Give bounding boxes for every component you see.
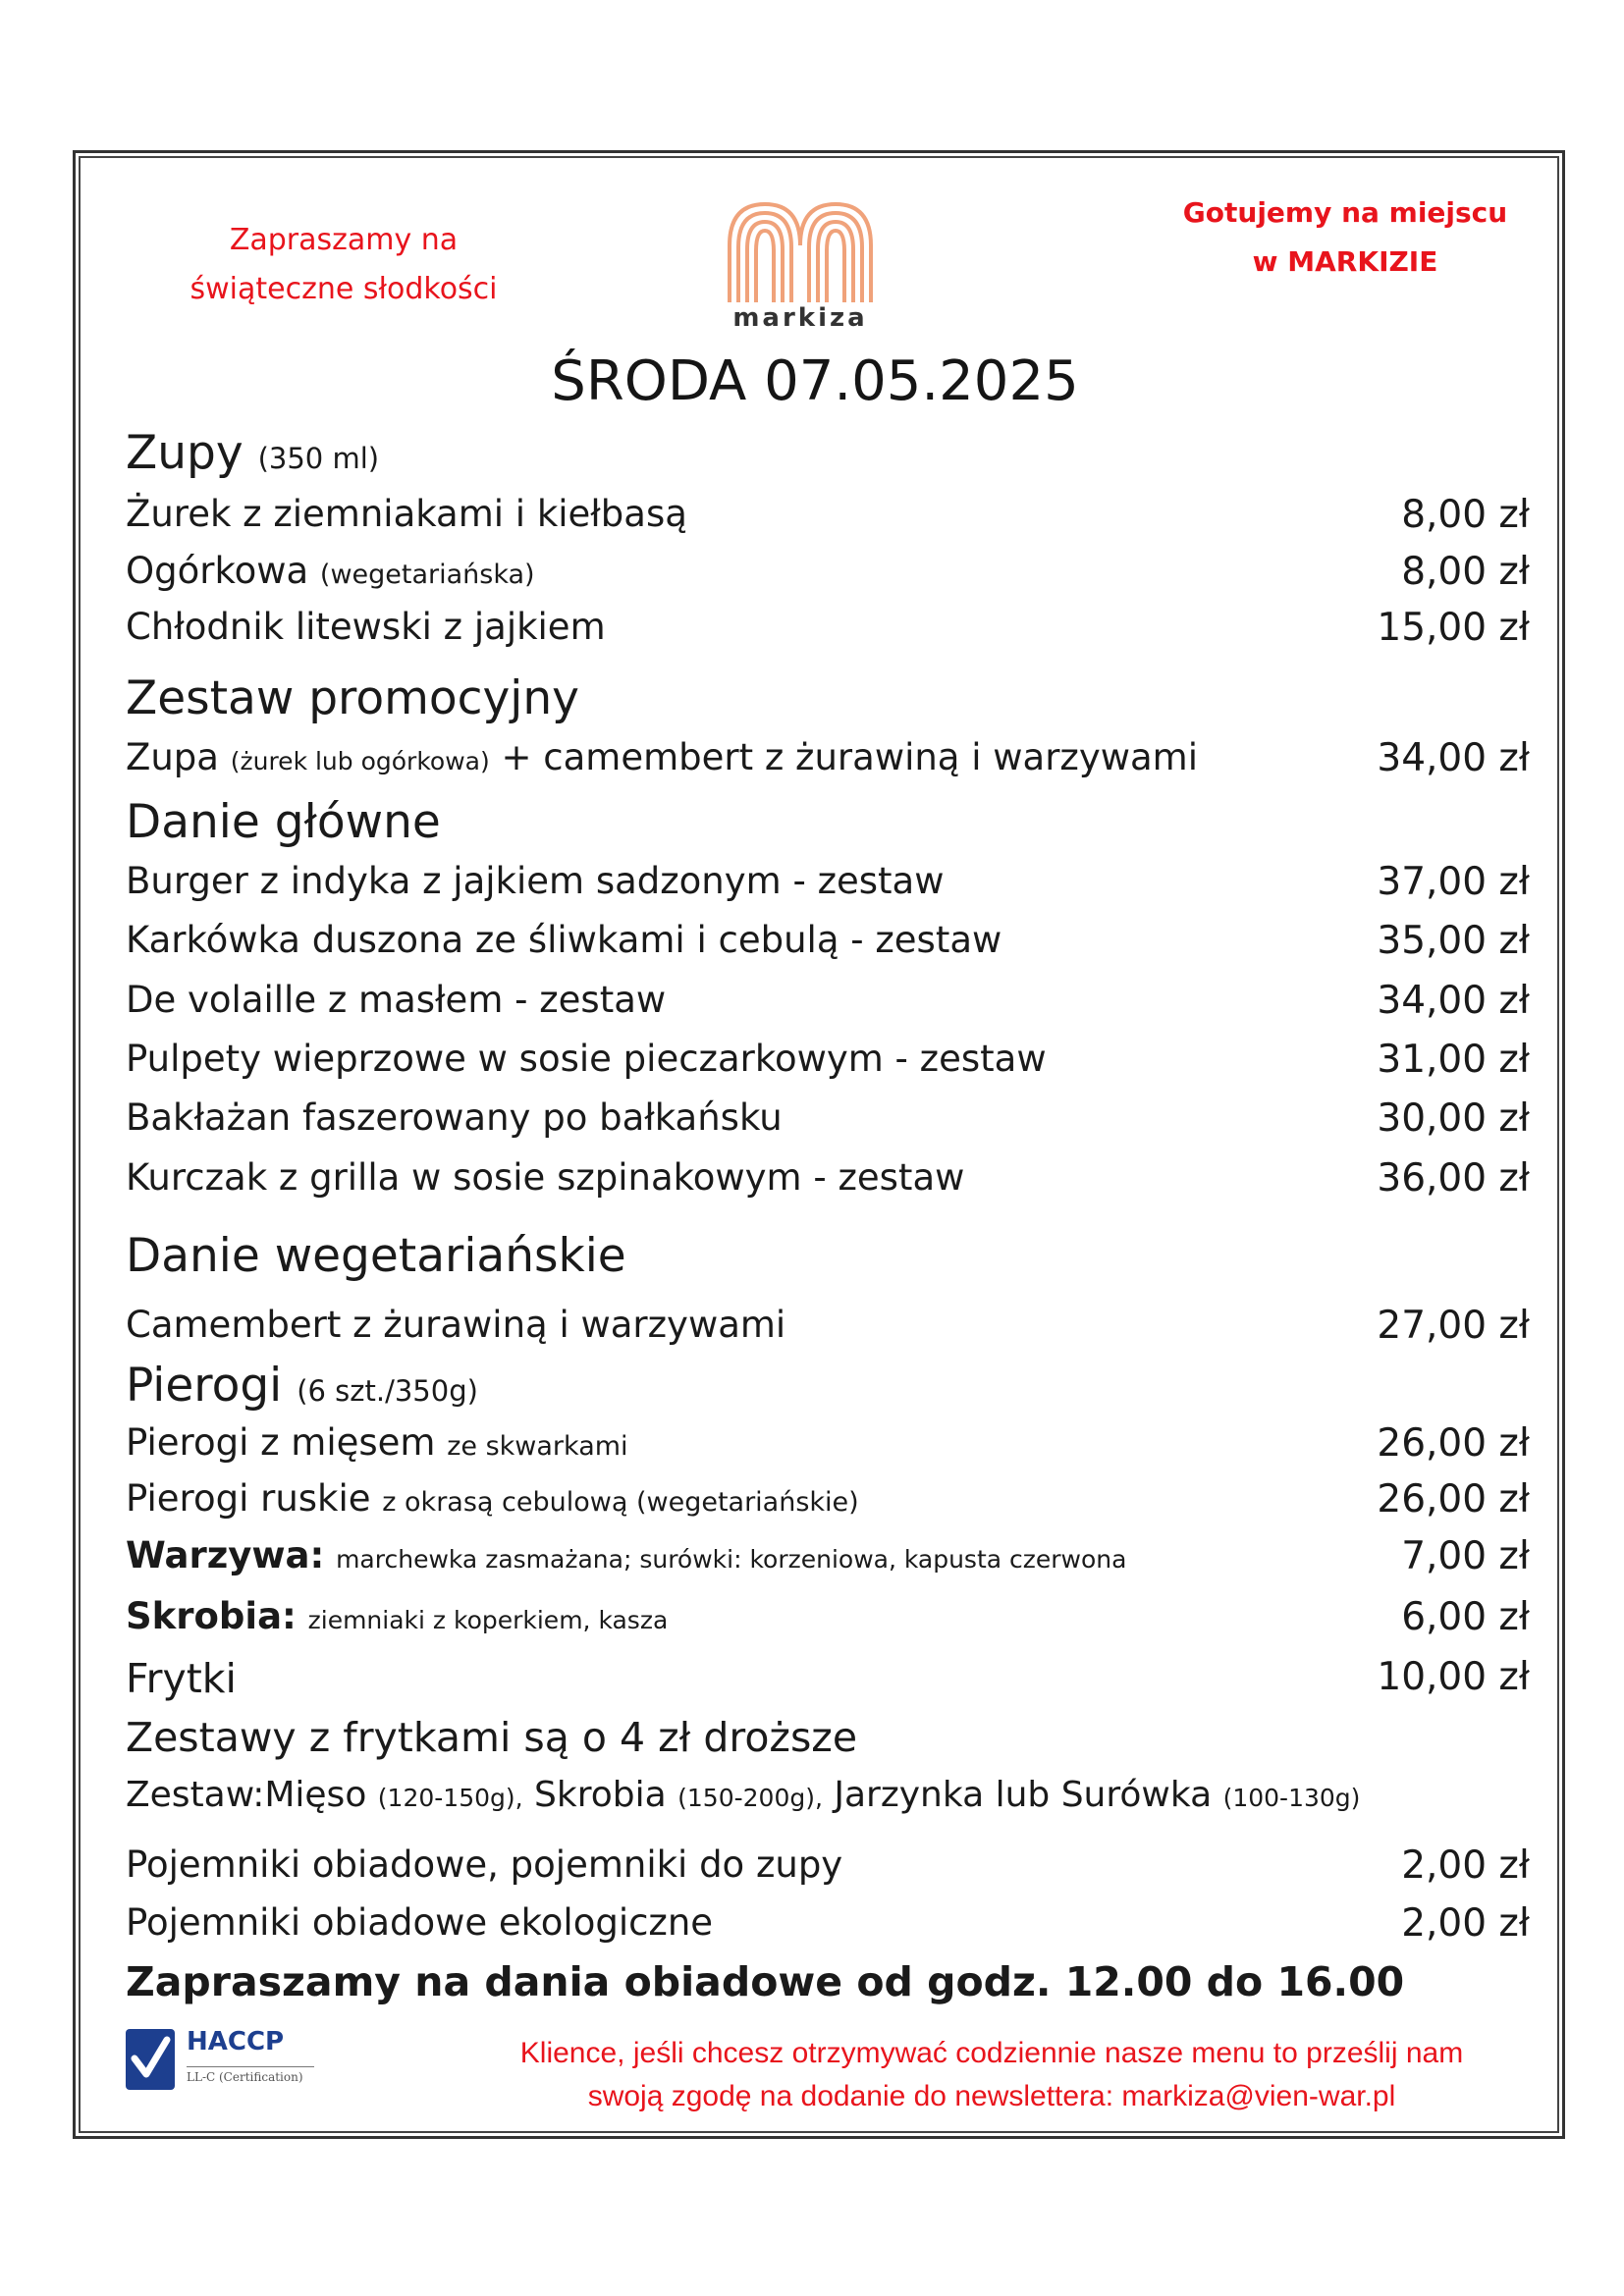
menu-item [126,979,1530,1034]
soups-title-text: Zupy [126,426,244,480]
menu-item [126,550,1530,605]
section-mains-title: Danie główne [126,795,441,849]
item-price: 10,00 zł [1377,1655,1530,1699]
item-name: Kurczak z grilla w sosie szpinakowym - zestaw [126,1156,965,1199]
logo-wordmark: markiza [732,303,868,333]
item-price: 27,00 zł [1377,1304,1530,1348]
item-price: 26,00 zł [1377,1421,1530,1466]
item-price: 8,00 zł [1401,550,1530,594]
haccp-check-icon [126,2029,175,2090]
item-price: 15,00 zł [1377,606,1530,650]
pierogi-title-text: Pierogi [126,1359,283,1413]
item-name [126,1477,859,1520]
menu-item [126,736,1530,791]
menu-item [126,1595,1530,1650]
item-price: 35,00 zł [1377,919,1530,963]
menu-item [126,1096,1530,1151]
promo-cooking [1149,188,1542,287]
menu-item [126,919,1530,974]
menu-item [126,1304,1530,1359]
menu-item [126,860,1530,915]
item-note: (żurek lub ogórkowa) [230,747,490,775]
set-veg-note: (100-130g) [1222,1784,1361,1812]
section-vegetarian-title: Danie wegetariańskie [126,1229,626,1283]
item-name: Pojemniki obiadowe ekologiczne [126,1901,714,1944]
item-price: 36,00 zł [1377,1156,1530,1201]
promo-sweets-line-1: Zapraszamy na [229,223,459,257]
item-name: Karkówka duszona ze śliwkami i cebulą - zestaw [126,919,1002,961]
item-name: Pulpety wieprzowe w sosie pieczarkowym - zestaw [126,1038,1047,1080]
set-label: Zestaw:Mięso [126,1775,367,1815]
item-name-text: Zupa [126,736,219,778]
item-name [126,1534,1126,1576]
item-label: Skrobia: [126,1595,297,1637]
haccp-title: HACCP [187,2027,285,2056]
promo-cooking-line-2: w MARKIZIE [1252,245,1438,278]
item-price: 31,00 zł [1377,1038,1530,1082]
promo-sweets [157,216,530,314]
promo-cooking-line-1: Gotujemy na miejscu [1182,196,1508,229]
item-note: z okrasą cebulową (wegetariańskie) [382,1487,859,1518]
opening-hours: Zapraszamy na dania obiadowe od godz. 12.00 do 16.00 [126,1958,1405,2005]
item-price: 30,00 zł [1377,1096,1530,1141]
item-price: 34,00 zł [1377,979,1530,1023]
set-veg: Jarzynka lub Surówka [834,1775,1213,1815]
item-price: 8,00 zł [1401,493,1530,537]
menu-item [126,606,1530,661]
set-starch: Skrobia [534,1775,667,1815]
haccp-badge [122,2025,338,2094]
menu-item [126,1477,1530,1532]
item-price: 6,00 zł [1401,1595,1530,1639]
menu-item [126,1655,1530,1710]
item-price: 37,00 zł [1377,860,1530,904]
item-name-text: Pierogi z mięsem [126,1421,436,1464]
item-price: 2,00 zł [1401,1843,1530,1888]
menu-item [126,1421,1530,1476]
newsletter-line-1: Klience, jeśli chcesz otrzymywać codziennie nasze menu to prześlij nam [519,2037,1464,2069]
menu-item [126,1901,1530,1956]
menu-date: ŚRODA 07.05.2025 [551,349,1079,413]
set-composition-note [126,1775,1360,1815]
item-name [126,1421,628,1464]
pierogi-title-note: (6 szt./350g) [297,1374,478,1408]
item-name: Chłodnik litewski z jajkiem [126,606,606,648]
item-note: ziemniaki z koperkiem, kasza [307,1606,669,1634]
menu-item [126,493,1530,548]
item-name: Żurek z ziemniakami i kiełbasą [126,493,687,535]
item-name: De volaille z masłem - zestaw [126,979,667,1021]
item-price: 34,00 zł [1377,736,1530,780]
set-starch-note: (150-200g), [677,1784,823,1812]
haccp-subtitle: LL-C (Certification) [187,2070,303,2084]
menu-item [126,1534,1530,1589]
item-name-text: + camembert z żurawiną i warzywami [501,736,1199,778]
section-promo-set-title: Zestaw promocyjny [126,671,579,725]
newsletter-note [432,2032,1551,2118]
item-name: Burger z indyka z jajkiem sadzonym - zestaw [126,860,945,902]
item-price: 26,00 zł [1377,1477,1530,1522]
menu-item [126,1843,1530,1898]
item-label: Warzywa: [126,1534,325,1576]
item-name [126,1595,668,1637]
item-name [126,736,1198,778]
item-note: (wegetariańska) [319,560,535,590]
item-note: marchewka zasmażana; surówki: korzeniowa, kapusta czerwona [336,1545,1127,1574]
set-meat-note: (120-150g), [377,1784,523,1812]
menu-item [126,1156,1530,1211]
item-price: 2,00 zł [1401,1901,1530,1946]
item-price: 7,00 zł [1401,1534,1530,1578]
item-name: Frytki [126,1655,237,1702]
item-name-text: Pierogi ruskie [126,1477,371,1520]
section-soups-title [126,426,379,480]
section-pierogi-title [126,1359,478,1413]
fries-sets-note: Zestawy z frytkami są o 4 zł droższe [126,1714,858,1761]
soups-title-note: (350 ml) [257,442,380,475]
item-note: ze skwarkami [447,1431,628,1462]
item-name: Bakłażan faszerowany po bałkańsku [126,1096,783,1139]
item-name: Pojemniki obiadowe, pojemniki do zupy [126,1843,843,1886]
newsletter-line-2: swoją zgodę na dodanie do newslettera: markiza@vien-war.pl [587,2080,1396,2112]
menu-item [126,1038,1530,1093]
promo-sweets-line-2: świąteczne słodkości [189,272,498,306]
item-name: Camembert z żurawiną i warzywami [126,1304,786,1346]
item-name [126,550,535,592]
item-name-text: Ogórkowa [126,550,309,592]
